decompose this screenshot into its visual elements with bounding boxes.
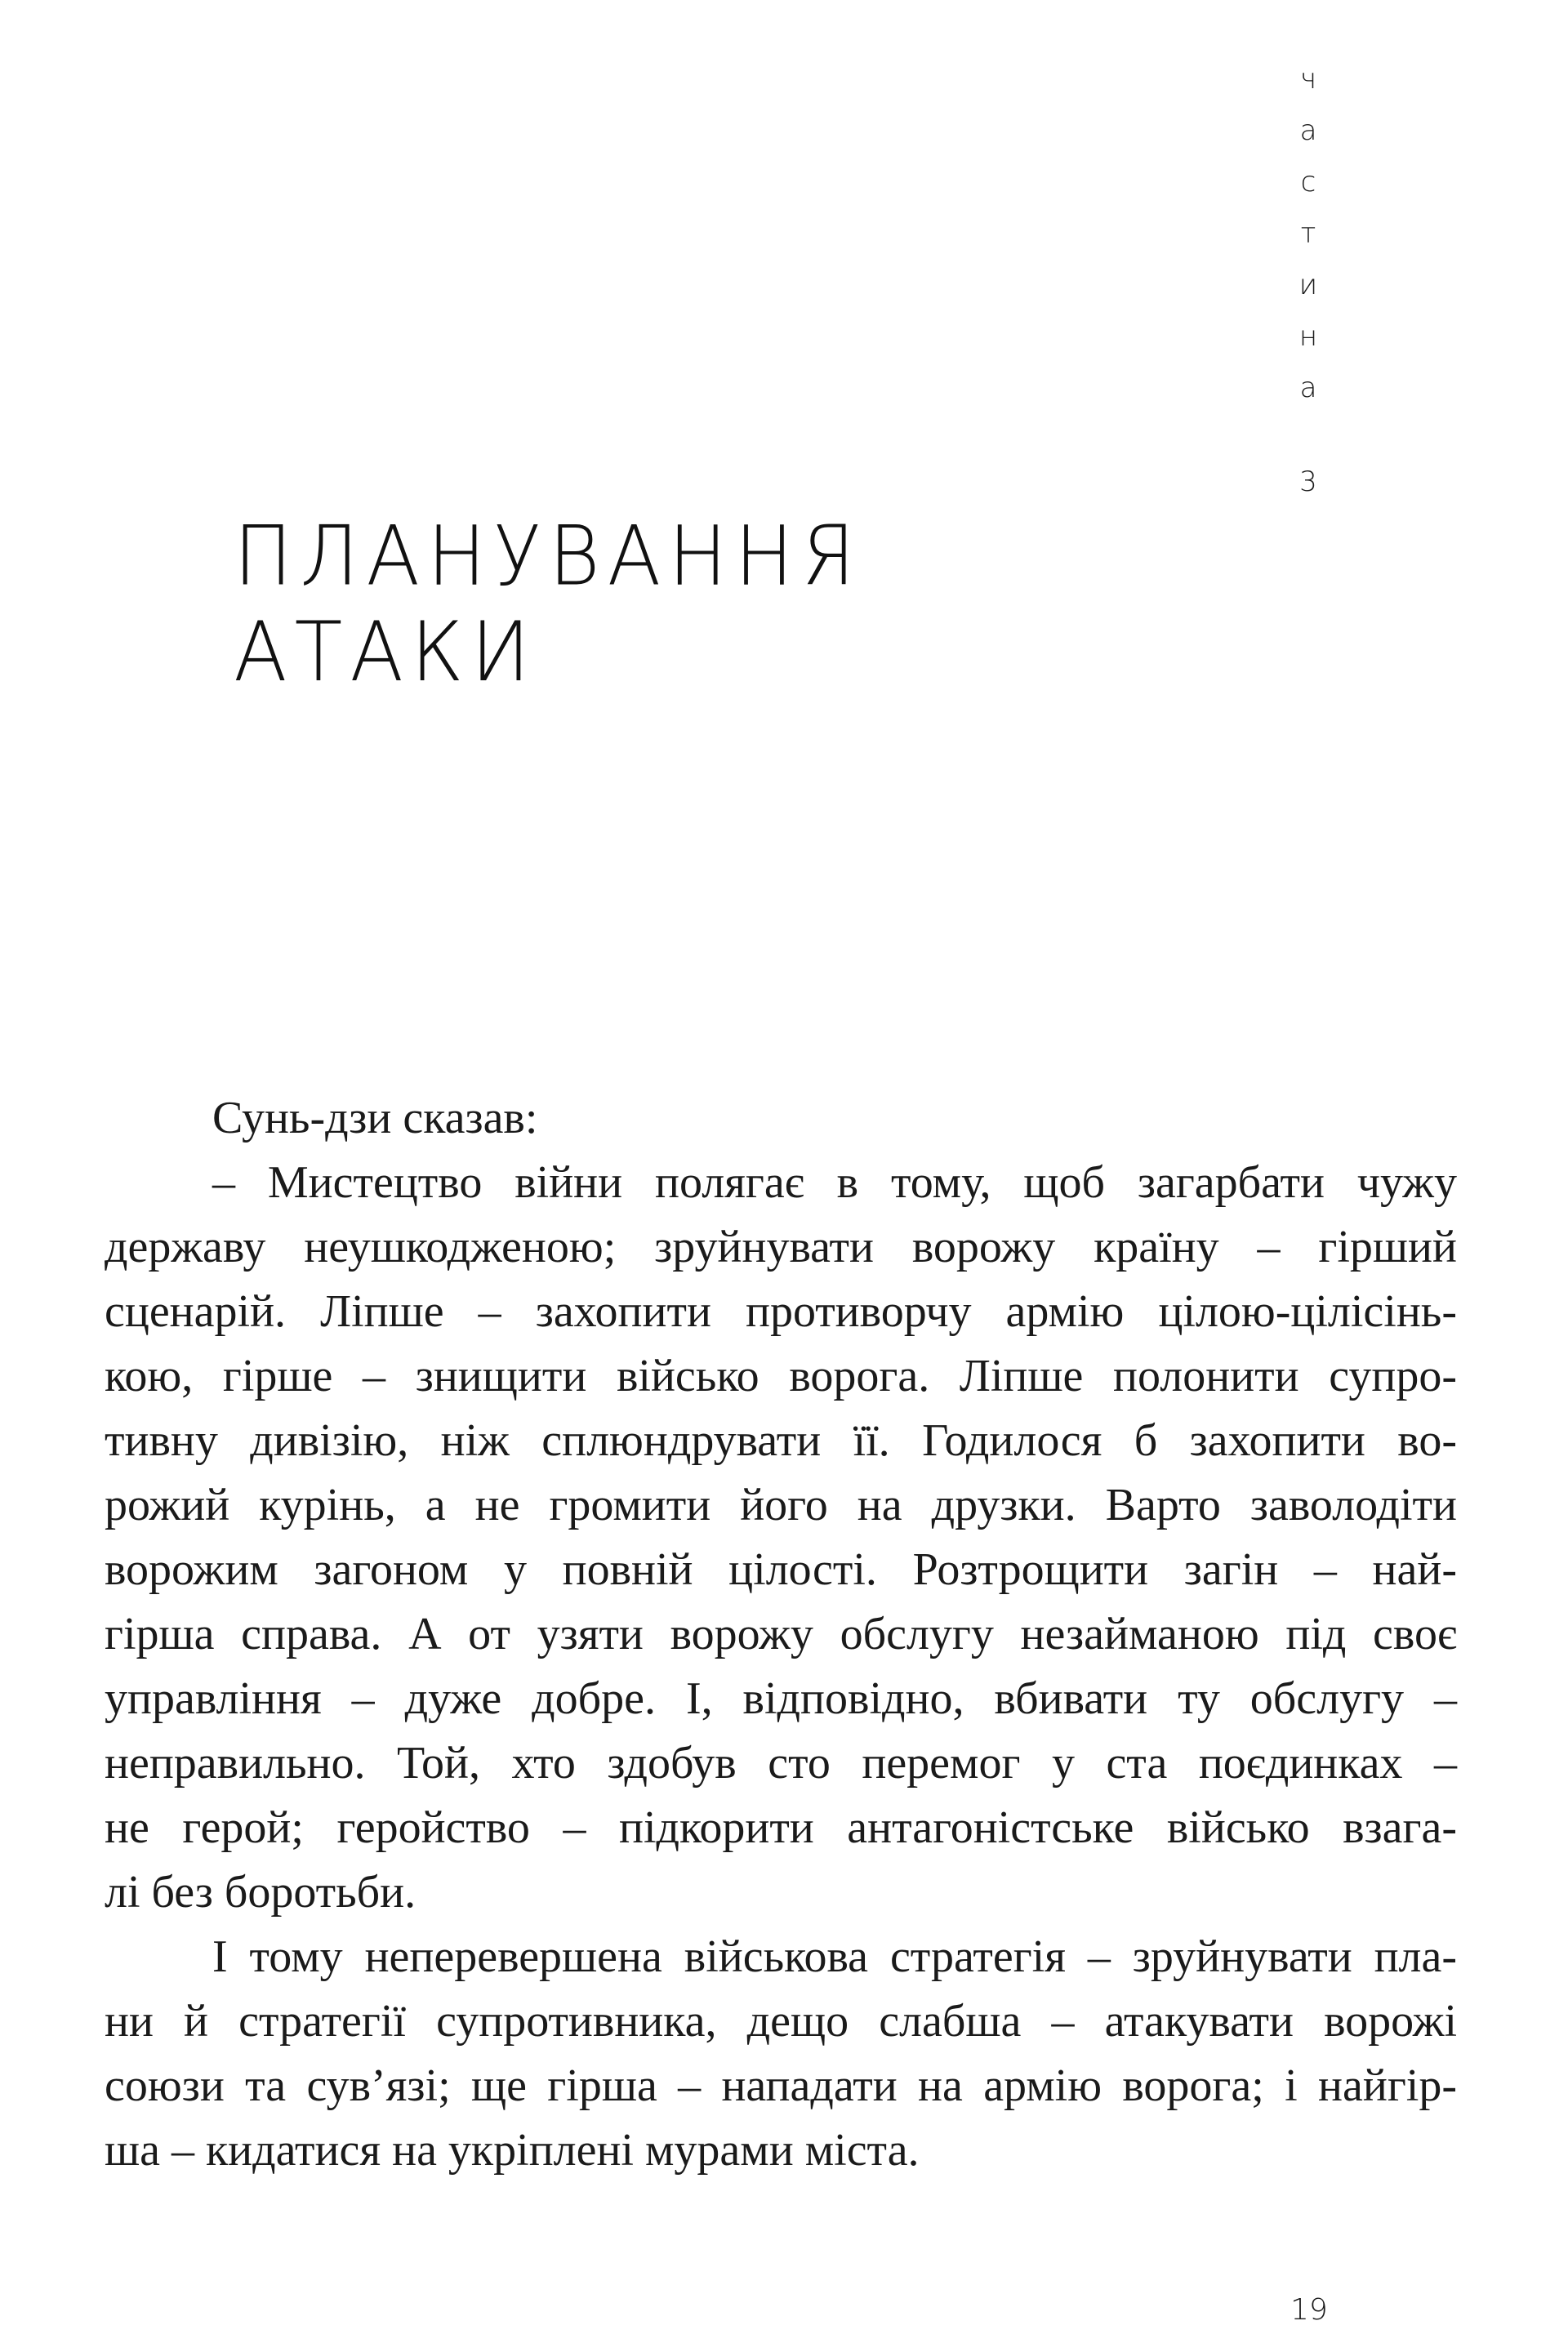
text-line: не герой; геройство – підкорити антагоністське військо взага- xyxy=(105,1802,1457,1853)
text-line: управління – дуже добре. І, відповідно, вбивати ту обслугу – xyxy=(105,1673,1457,1724)
body-text xyxy=(105,1086,1457,2183)
part-number: 3 xyxy=(1299,466,1317,498)
chapter-title xyxy=(234,508,862,700)
page-number: 19 xyxy=(1290,2293,1328,2327)
text-line: І тому неперевершена військова стратегія – зруйнувати пла- xyxy=(212,1931,1457,1982)
text-line: неправильно. Той, хто здобув сто перемог у ста поєдинках – xyxy=(105,1738,1457,1788)
running-head-letter: а xyxy=(1299,114,1317,147)
running-head-part xyxy=(1290,54,1326,508)
text-line: тивну дивізію, ніж сплюндрувати її. Годилося б захопити во- xyxy=(105,1415,1457,1466)
text-line: ворожим загоном у повній цілості. Розтрощити загін – най- xyxy=(105,1544,1457,1595)
text-line: Сунь-дзи сказав: xyxy=(212,1093,538,1143)
running-head-letter: и xyxy=(1298,269,1318,301)
text-line: кою, гірше – знищити військо ворога. Ліпше полонити супро- xyxy=(105,1351,1457,1401)
running-head-letter: н xyxy=(1298,320,1318,353)
running-head-letter: ч xyxy=(1299,63,1317,96)
chapter-title-line: АТАКИ xyxy=(234,604,538,701)
text-line: лі без боротьби. xyxy=(105,1867,416,1918)
text-line: сценарій. Ліпше – захопити противорчу армію цілою-цілісінь- xyxy=(105,1286,1457,1337)
text-line: гірша справа. А от узяти ворожу обслугу незайманою під своє xyxy=(105,1609,1457,1659)
chapter-title-line: ПЛАНУВАННЯ xyxy=(234,508,863,604)
text-line: рожий курінь, а не громити його на друзки. Варто заволодіти xyxy=(105,1480,1457,1530)
text-line: союзи та сув’язі; ще гірша – нападати на армію ворога; і найгір- xyxy=(105,2060,1457,2111)
text-line: державу неушкодженою; зруйнувати ворожу країну – гірший xyxy=(105,1222,1457,1272)
text-line: – Мистецтво війни полягає в тому, щоб загарбати чужу xyxy=(212,1157,1457,1208)
running-head-letter: с xyxy=(1300,166,1316,198)
running-head-letter: т xyxy=(1300,217,1316,250)
text-line: ни й стратегії супротивника, дещо слабша – атакувати ворожі xyxy=(105,1996,1457,2047)
text-line: ша – кидатися на укріплені мурами міста. xyxy=(105,2125,920,2176)
running-head-letter: а xyxy=(1299,372,1317,404)
